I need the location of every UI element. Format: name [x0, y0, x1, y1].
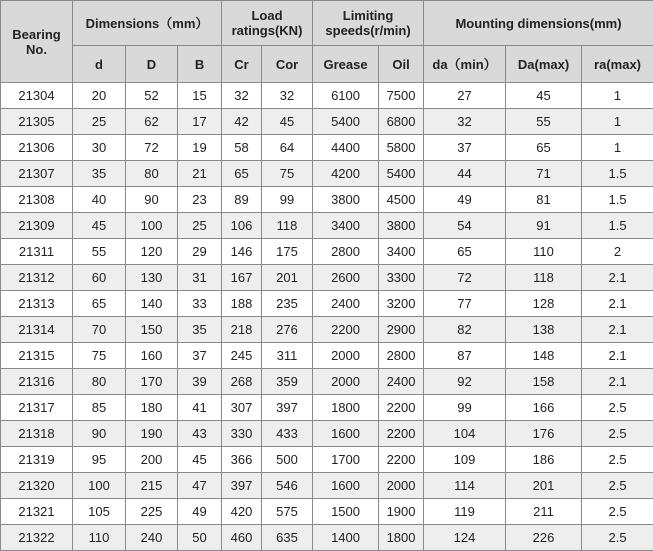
table-cell: 62	[126, 109, 178, 135]
table-cell: 1.5	[582, 213, 653, 239]
table-cell: 41	[178, 395, 222, 421]
table-cell: 3800	[313, 187, 379, 213]
table-cell: 2200	[379, 421, 424, 447]
table-cell: 366	[222, 447, 262, 473]
table-cell: 160	[126, 343, 178, 369]
table-cell: 92	[424, 369, 506, 395]
header-B: B	[178, 46, 222, 83]
table-cell: 311	[262, 343, 313, 369]
cell-bearing-no: 21322	[1, 525, 73, 551]
table-cell: 50	[178, 525, 222, 551]
table-cell: 15	[178, 83, 222, 109]
table-cell: 44	[424, 161, 506, 187]
cell-bearing-no: 21306	[1, 135, 73, 161]
table-cell: 42	[222, 109, 262, 135]
table-row	[1, 395, 653, 421]
table-cell: 170	[126, 369, 178, 395]
table-cell: 188	[222, 291, 262, 317]
table-cell: 3400	[313, 213, 379, 239]
table-row	[1, 83, 653, 109]
table-cell: 460	[222, 525, 262, 551]
table-cell: 32	[424, 109, 506, 135]
table-cell: 32	[262, 83, 313, 109]
table-row	[1, 187, 653, 213]
table-cell: 99	[262, 187, 313, 213]
table-cell: 81	[506, 187, 582, 213]
table-cell: 60	[73, 265, 126, 291]
table-cell: 2900	[379, 317, 424, 343]
table-cell: 91	[506, 213, 582, 239]
table-cell: 35	[178, 317, 222, 343]
table-cell: 49	[424, 187, 506, 213]
table-cell: 32	[222, 83, 262, 109]
table-cell: 75	[73, 343, 126, 369]
table-cell: 65	[506, 135, 582, 161]
table-cell: 65	[73, 291, 126, 317]
cell-bearing-no: 21317	[1, 395, 73, 421]
table-cell: 1500	[313, 499, 379, 525]
table-cell: 176	[506, 421, 582, 447]
header-cor: Cor	[262, 46, 313, 83]
table-cell: 43	[178, 421, 222, 447]
table-cell: 109	[424, 447, 506, 473]
table-cell: 64	[262, 135, 313, 161]
table-cell: 167	[222, 265, 262, 291]
table-cell: 21	[178, 161, 222, 187]
table-cell: 39	[178, 369, 222, 395]
table-cell: 148	[506, 343, 582, 369]
table-row	[1, 369, 653, 395]
table-cell: 235	[262, 291, 313, 317]
table-cell: 146	[222, 239, 262, 265]
table-row	[1, 447, 653, 473]
table-row	[1, 473, 653, 499]
table-cell: 7500	[379, 83, 424, 109]
cell-bearing-no: 21319	[1, 447, 73, 473]
table-cell: 175	[262, 239, 313, 265]
table-cell: 433	[262, 421, 313, 447]
table-cell: 140	[126, 291, 178, 317]
table-cell: 37	[424, 135, 506, 161]
table-cell: 2.5	[582, 421, 653, 447]
table-cell: 2600	[313, 265, 379, 291]
cell-bearing-no: 21309	[1, 213, 73, 239]
table-cell: 240	[126, 525, 178, 551]
table-cell: 100	[126, 213, 178, 239]
table-cell: 2200	[313, 317, 379, 343]
table-cell: 2000	[313, 369, 379, 395]
table-cell: 105	[73, 499, 126, 525]
header-row-group	[1, 1, 653, 46]
table-cell: 1700	[313, 447, 379, 473]
table-cell: 1800	[313, 395, 379, 421]
table-cell: 25	[178, 213, 222, 239]
cell-bearing-no: 21314	[1, 317, 73, 343]
header-Da-max: Da(max)	[506, 46, 582, 83]
table-cell: 1800	[379, 525, 424, 551]
cell-bearing-no: 21320	[1, 473, 73, 499]
table-cell: 2.1	[582, 317, 653, 343]
table-cell: 276	[262, 317, 313, 343]
table-cell: 2000	[379, 473, 424, 499]
table-row	[1, 239, 653, 265]
table-cell: 95	[73, 447, 126, 473]
table-cell: 201	[262, 265, 313, 291]
table-cell: 2.1	[582, 343, 653, 369]
table-cell: 37	[178, 343, 222, 369]
table-cell: 87	[424, 343, 506, 369]
table-cell: 45	[73, 213, 126, 239]
table-cell: 330	[222, 421, 262, 447]
table-cell: 45	[178, 447, 222, 473]
table-cell: 2	[582, 239, 653, 265]
table-cell: 35	[73, 161, 126, 187]
table-cell: 106	[222, 213, 262, 239]
table-cell: 45	[506, 83, 582, 109]
table-cell: 4400	[313, 135, 379, 161]
table-cell: 201	[506, 473, 582, 499]
table-cell: 3400	[379, 239, 424, 265]
header-dimensions: Dimensions（mm）	[73, 1, 222, 46]
table-row	[1, 421, 653, 447]
table-cell: 225	[126, 499, 178, 525]
table-cell: 25	[73, 109, 126, 135]
table-cell: 130	[126, 265, 178, 291]
table-cell: 3300	[379, 265, 424, 291]
table-cell: 3200	[379, 291, 424, 317]
table-cell: 119	[424, 499, 506, 525]
header-limiting-speeds: Limiting speeds(r/min)	[313, 1, 424, 46]
table-cell: 2800	[379, 343, 424, 369]
table-cell: 19	[178, 135, 222, 161]
cell-bearing-no: 21321	[1, 499, 73, 525]
table-row	[1, 265, 653, 291]
table-cell: 120	[126, 239, 178, 265]
table-cell: 128	[506, 291, 582, 317]
table-cell: 2.1	[582, 265, 653, 291]
header-load-ratings: Load ratings(KN)	[222, 1, 313, 46]
table-cell: 77	[424, 291, 506, 317]
table-cell: 85	[73, 395, 126, 421]
table-cell: 359	[262, 369, 313, 395]
table-cell: 47	[178, 473, 222, 499]
table-body	[1, 83, 653, 551]
table-cell: 2.5	[582, 525, 653, 551]
table-cell: 1	[582, 109, 653, 135]
table-cell: 2.5	[582, 473, 653, 499]
table-cell: 1.5	[582, 187, 653, 213]
table-row	[1, 135, 653, 161]
table-cell: 2.5	[582, 499, 653, 525]
header-oil: Oil	[379, 46, 424, 83]
table-cell: 1.5	[582, 161, 653, 187]
cell-bearing-no: 21316	[1, 369, 73, 395]
table-cell: 575	[262, 499, 313, 525]
table-cell: 190	[126, 421, 178, 447]
table-cell: 3800	[379, 213, 424, 239]
table-cell: 4500	[379, 187, 424, 213]
table-cell: 55	[506, 109, 582, 135]
table-cell: 200	[126, 447, 178, 473]
table-row	[1, 343, 653, 369]
table-cell: 226	[506, 525, 582, 551]
table-cell: 6100	[313, 83, 379, 109]
header-grease: Grease	[313, 46, 379, 83]
table-cell: 54	[424, 213, 506, 239]
table-cell: 4200	[313, 161, 379, 187]
table-row	[1, 317, 653, 343]
table-cell: 397	[222, 473, 262, 499]
table-cell: 215	[126, 473, 178, 499]
cell-bearing-no: 21313	[1, 291, 73, 317]
table-cell: 420	[222, 499, 262, 525]
table-cell: 99	[424, 395, 506, 421]
table-cell: 124	[424, 525, 506, 551]
cell-bearing-no: 21307	[1, 161, 73, 187]
table-cell: 17	[178, 109, 222, 135]
table-cell: 89	[222, 187, 262, 213]
table-cell: 5800	[379, 135, 424, 161]
table-cell: 118	[262, 213, 313, 239]
table-cell: 80	[126, 161, 178, 187]
header-d: d	[73, 46, 126, 83]
table-cell: 307	[222, 395, 262, 421]
table-cell: 20	[73, 83, 126, 109]
table-cell: 2800	[313, 239, 379, 265]
table-cell: 546	[262, 473, 313, 499]
table-cell: 49	[178, 499, 222, 525]
header-da-min: da（min）	[424, 46, 506, 83]
header-row-sub	[1, 46, 653, 83]
table-cell: 100	[73, 473, 126, 499]
table-cell: 55	[73, 239, 126, 265]
table-cell: 82	[424, 317, 506, 343]
table-cell: 2400	[313, 291, 379, 317]
table-cell: 70	[73, 317, 126, 343]
table-cell: 71	[506, 161, 582, 187]
header-ra-max: ra(max)	[582, 46, 653, 83]
table-cell: 90	[126, 187, 178, 213]
cell-bearing-no: 21318	[1, 421, 73, 447]
table-cell: 1600	[313, 421, 379, 447]
table-cell: 1600	[313, 473, 379, 499]
cell-bearing-no: 21312	[1, 265, 73, 291]
table-cell: 45	[262, 109, 313, 135]
header-cr: Cr	[222, 46, 262, 83]
table-cell: 29	[178, 239, 222, 265]
table-cell: 2200	[379, 395, 424, 421]
table-cell: 2200	[379, 447, 424, 473]
cell-bearing-no: 21308	[1, 187, 73, 213]
table-row	[1, 213, 653, 239]
table-cell: 186	[506, 447, 582, 473]
table-cell: 2.1	[582, 291, 653, 317]
table-cell: 80	[73, 369, 126, 395]
table-cell: 268	[222, 369, 262, 395]
header-bearing-no: Bearing No.	[1, 1, 73, 83]
table-row	[1, 161, 653, 187]
cell-bearing-no: 21304	[1, 83, 73, 109]
table-cell: 65	[424, 239, 506, 265]
table-cell: 158	[506, 369, 582, 395]
header-mounting-dimensions: Mounting dimensions(mm)	[424, 1, 653, 46]
table-cell: 72	[126, 135, 178, 161]
table-row	[1, 291, 653, 317]
table-cell: 180	[126, 395, 178, 421]
table-row	[1, 525, 653, 551]
table-cell: 52	[126, 83, 178, 109]
cell-bearing-no: 21305	[1, 109, 73, 135]
table-cell: 65	[222, 161, 262, 187]
table-cell: 58	[222, 135, 262, 161]
table-cell: 2000	[313, 343, 379, 369]
table-cell: 104	[424, 421, 506, 447]
table-cell: 33	[178, 291, 222, 317]
table-cell: 110	[73, 525, 126, 551]
table-cell: 6800	[379, 109, 424, 135]
table-cell: 2.5	[582, 447, 653, 473]
table-cell: 31	[178, 265, 222, 291]
table-cell: 90	[73, 421, 126, 447]
table-cell: 1	[582, 83, 653, 109]
table-cell: 75	[262, 161, 313, 187]
table-cell: 118	[506, 265, 582, 291]
table-cell: 500	[262, 447, 313, 473]
table-cell: 40	[73, 187, 126, 213]
table-cell: 1900	[379, 499, 424, 525]
table-cell: 1400	[313, 525, 379, 551]
table-cell: 110	[506, 239, 582, 265]
table-cell: 166	[506, 395, 582, 421]
table-cell: 30	[73, 135, 126, 161]
cell-bearing-no: 21311	[1, 239, 73, 265]
table-cell: 5400	[313, 109, 379, 135]
header-D: D	[126, 46, 178, 83]
table-cell: 2.1	[582, 369, 653, 395]
table-cell: 2.5	[582, 395, 653, 421]
table-cell: 2400	[379, 369, 424, 395]
table-cell: 150	[126, 317, 178, 343]
table-cell: 5400	[379, 161, 424, 187]
table-cell: 397	[262, 395, 313, 421]
table-cell: 635	[262, 525, 313, 551]
table-cell: 138	[506, 317, 582, 343]
table-row	[1, 499, 653, 525]
table-cell: 245	[222, 343, 262, 369]
table-cell: 211	[506, 499, 582, 525]
table-cell: 114	[424, 473, 506, 499]
table-cell: 1	[582, 135, 653, 161]
table-cell: 23	[178, 187, 222, 213]
table-cell: 72	[424, 265, 506, 291]
table-cell: 218	[222, 317, 262, 343]
table-cell: 27	[424, 83, 506, 109]
cell-bearing-no: 21315	[1, 343, 73, 369]
table-row	[1, 109, 653, 135]
